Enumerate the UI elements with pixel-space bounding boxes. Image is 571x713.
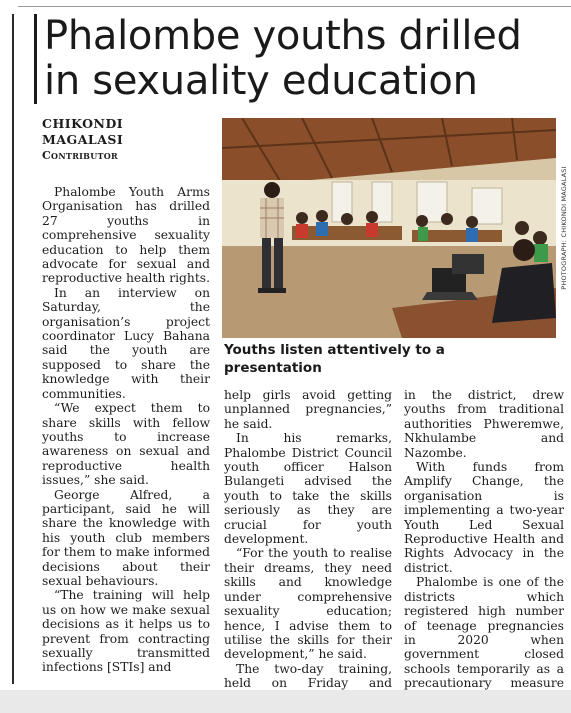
photo-credit (559, 118, 569, 338)
paragraph: The two-day training, held on Friday and (224, 661, 392, 691)
article-photo (222, 118, 556, 338)
byline (42, 116, 172, 164)
byline-name-line1: CHIKONDI (42, 116, 124, 131)
byline-role: Contributor (42, 149, 118, 162)
paragraph: in the district, drew youths from traditional authorities Phweremwe, Nkhulambe and Nazombe. (404, 388, 564, 460)
headline-rule (34, 14, 37, 104)
headline: Phalombe youths drilled in sexuality education (44, 13, 522, 104)
left-column-edge (0, 14, 14, 684)
paragraph: “The training will help us on how we make sexual decisions as it helps us to prevent from contracting sexually transmitted infections [STIs] and (42, 588, 210, 675)
paragraph: Phalombe Youth Arms Organisation has drilled 27 youths in comprehensive sexuality education to help them advocate for sexual and reproductive health rights. (42, 185, 210, 286)
article-column-3 (404, 388, 564, 705)
top-rule (18, 6, 571, 7)
classroom-photo-illustration (222, 118, 556, 338)
paragraph: George Alfred, a participant, said he will share the knowledge with his youth club members for them to make informed decisions about their sexual behaviours. (42, 487, 210, 588)
photo-credit-text: PHOTOGRAPH: CHIKONDI MAGALASI (560, 166, 568, 290)
paragraph: “For the youth to realise their dreams, they need skills and knowledge under comprehensive sexuality education; hence, I advise them to utilise the skills for their development,” he said. (224, 546, 392, 662)
bottom-margin (0, 690, 571, 713)
article-column-1 (42, 185, 210, 675)
paragraph: In his remarks, Phalombe District Council youth officer Halson Bulangeti advised the youth to take the skills seriously as they are crucial for youth development. (224, 431, 392, 547)
paragraph (404, 575, 564, 705)
paragraph: In an interview on Saturday, the organisation’s project coordinator Lucy Bahana said the youth are supposed to share the knowledge with their communities. (42, 285, 210, 401)
photo-caption: Youths listen attentively to a presentation (224, 342, 445, 376)
byline-name-line2: MAGALASI (42, 132, 124, 147)
paragraph: “We expect them to share skills with fellow youths to increase awareness on sexual and reproductive health issues,” she said. (42, 401, 210, 488)
paragraph: With funds from Amplify Change, the organisation is implementing a two-year Youth Led Sexual Reproductive Health and Rights Advocacy in the district. (404, 460, 564, 575)
article-column-2 (224, 388, 392, 705)
paragraph-text: Phalombe is one of the districts which registered high number of teenage pregnancies in 2020 when government closed schools temporarily as a precautionary measure (404, 575, 564, 691)
paragraph: help girls avoid getting unplanned pregnancies,” he said. (224, 388, 392, 431)
